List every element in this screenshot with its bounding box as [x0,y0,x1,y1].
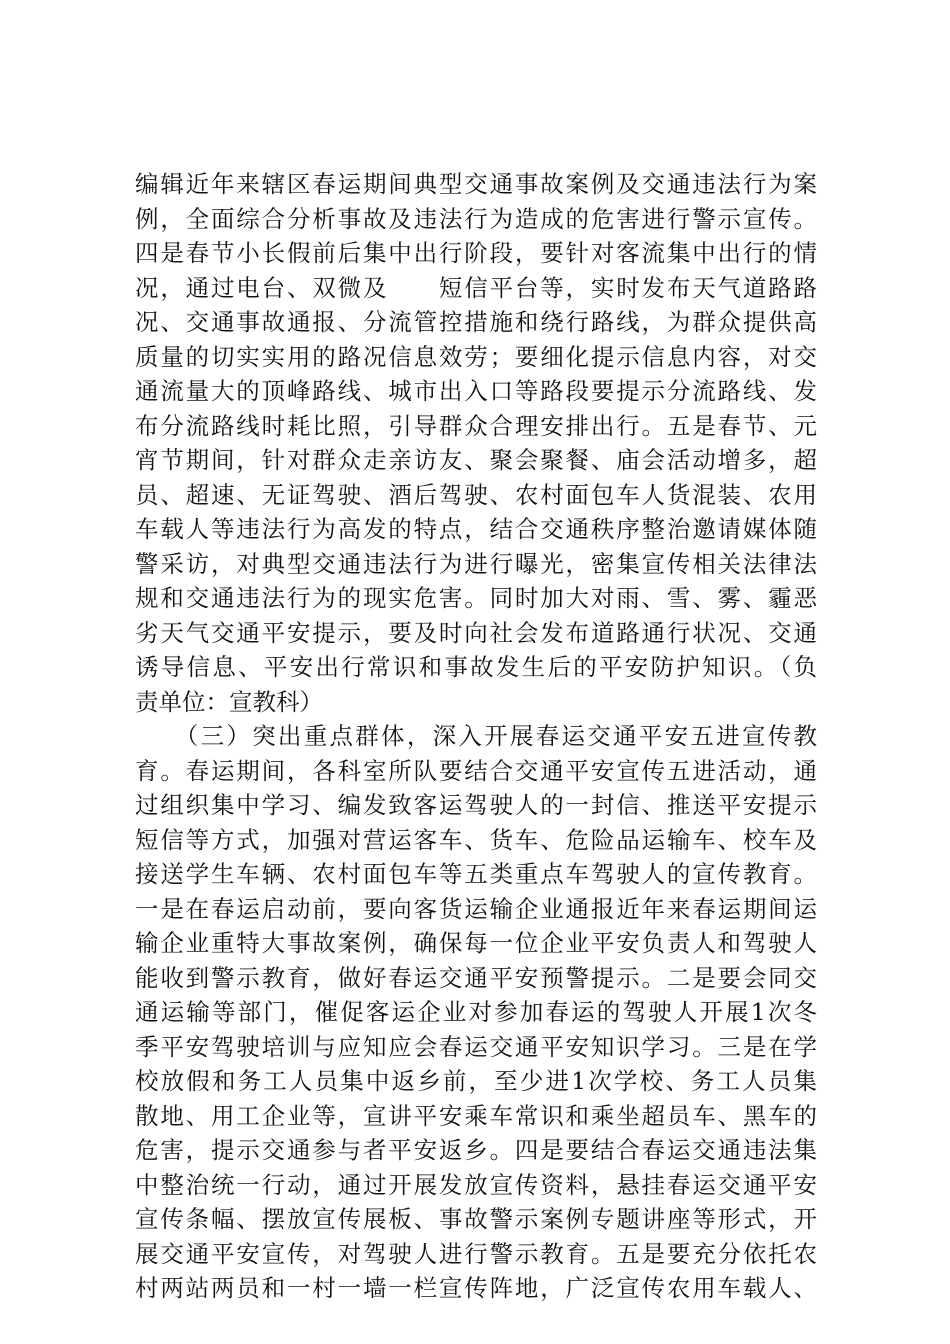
text-line: 过组织集中学习、编发致客运驾驶人的一封信、推送平安提示 [135,791,817,819]
text-line: 诱导信息、平安出行常识和事故发生后的平安防护知识。（负 [135,653,817,681]
text-line: 一是在春运启动前，要向客货运输企业通报近年来春运期间运 [135,894,817,923]
text-line: 况，通过电台、双微及 短信平台等，实时发布天气道路路 [135,273,817,302]
text-line: 接送学生车辆、农村面包车等五类重点车驾驶人的宣传教育。 [135,860,817,888]
text-line: 育。春运期间，各科室所队要结合交通平安宣传五进活动，通 [135,756,817,785]
text-line: 季平安驾驶培训与应知应会春运交通平安知识学习。三是在学 [135,1032,817,1061]
text-line: 散地、用工企业等，宣讲平安乘车常识和乘坐超员车、黑车的 [135,1101,817,1130]
text-line: 展交通平安宣传，对驾驶人进行警示教育。五是要充分依托农 [135,1239,817,1268]
text-line: 四是春节小长假前后集中出行阶段，要针对客流集中出行的情 [135,239,817,267]
text-line: 宵节期间，针对群众走亲访友、聚会聚餐、庙会活动增多，超 [135,446,817,474]
text-line: 校放假和务工人员集中返乡前，至少进1次学校、务工人员集 [135,1067,817,1095]
text-line: 规和交通违法行为的现实危害。同时加大对雨、雪、雾、霾恶 [135,584,817,612]
text-line: 中整治统一行动，通过开展发放宣传资料，悬挂春运交通平安 [135,1170,817,1199]
text-line: 输企业重特大事故案例，确保每一位企业平安负责人和驾驶人 [135,929,817,957]
text-line: 通运输等部门，催促客运企业对参加春运的驾驶人开展1次冬 [135,998,817,1026]
text-line: 况、交通事故通报、分流管控措施和绕行路线，为群众提供高 [135,308,817,336]
text-line: 布分流路线时耗比照，引导群众合理安排出行。五是春节、元 [135,411,817,440]
document-body [135,167,817,1306]
text-line: 员、超速、无证驾驶、酒后驾驶、农村面包车人货混装、农用 [135,480,817,509]
text-line: 警采访，对典型交通违法行为进行曝光，密集宣传相关法律法 [135,549,817,578]
text-line: 责单位：宣教科） [135,687,323,716]
text-line: 劣天气交通平安提示，要及时向社会发布道路通行状况、交通 [135,618,817,647]
text-line: 例，全面综合分析事故及违法行为造成的危害进行警示宣传。 [135,204,817,233]
text-line: 危害，提示交通参与者平安返乡。四是要结合春运交通违法集 [135,1136,817,1164]
text-line: 短信等方式，加强对营运客车、货车、危险品运输车、校车及 [135,825,817,854]
text-line: （三）突出重点群体，深入开展春运交通平安五进宣传教 [135,722,817,750]
text-line: 编辑近年来辖区春运期间典型交通事故案例及交通违法行为案 [135,170,817,198]
text-line: 能收到警示教育，做好春运交通平安预警提示。二是要会同交 [135,963,817,992]
text-line: 宣传条幅、摆放宣传展板、事故警示案例专题讲座等形式，开 [135,1205,817,1233]
text-line: 村两站两员和一村一墙一栏宣传阵地，广泛宣传农用车载人、 [135,1274,817,1302]
text-line: 通流量大的顶峰路线、城市出入口等路段要提示分流路线、发 [135,377,817,405]
text-line: 质量的切实实用的路况信息效劳；要细化提示信息内容，对交 [135,342,817,371]
text-line: 车载人等违法行为高发的特点，结合交通秩序整治邀请媒体随 [135,515,817,543]
